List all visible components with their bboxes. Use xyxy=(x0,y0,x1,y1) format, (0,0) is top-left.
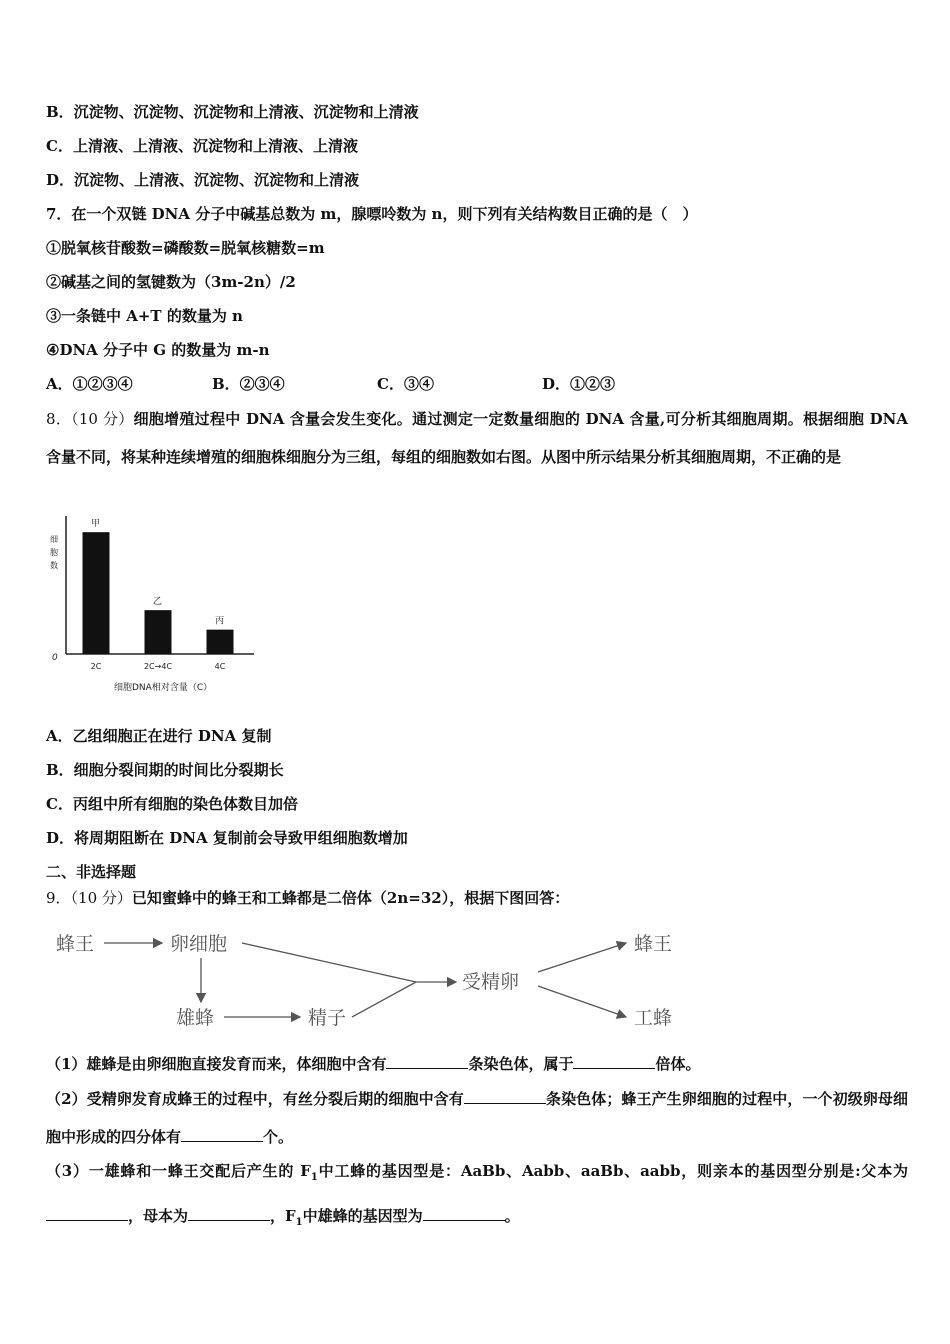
x-axis-label: 细胞DNA相对含量（C） xyxy=(114,683,213,693)
q9-part-1: （1）雄蜂是由卵细胞直接发育而来，体细胞中含有 条染色体，属于 倍体。 xyxy=(46,1055,701,1073)
q8-option-c: C．丙组中所有细胞的染色体数目加倍 xyxy=(46,795,298,813)
q9-number: 9．（10 分） xyxy=(46,889,132,907)
bar-label-丙: 丙 xyxy=(215,616,225,627)
arrow-zygote-queen xyxy=(538,943,626,972)
q8-stem-text: 细胞增殖过程中 DNA 含量会发生变化。通过测定一定数量细胞的 DNA 含量,可分析其细胞周期。根据细胞 DNA 含量不同，将某种连续增殖的细胞株细胞分为三组，每组的细胞数如右图。从图中所示结果分析其细胞周期，不正确的是 xyxy=(46,410,908,466)
q9-stem xyxy=(46,888,569,908)
bar-2C→4C xyxy=(145,610,172,654)
node-queen-offspring: 蜂王 xyxy=(634,933,673,955)
node-sperm: 精子 xyxy=(308,1007,347,1029)
answer-blank[interactable] xyxy=(386,1054,468,1069)
q6-option-c: C．上清液、上清液、沉淀物和上清液、上清液 xyxy=(46,137,358,155)
q9-part-3: （3）一雄蜂和一蜂王交配后产生的 $F_1$中工蜂的基因型是：AaBb、Aabb、aaBb、aabb，则亲本的基因型分别是:父本为，母本为 ，$F_1$中雄蜂的基因型为 。 xyxy=(46,1162,908,1228)
bar-label-乙: 乙 xyxy=(153,597,163,608)
y-axis-label: 细胞数 xyxy=(50,535,58,570)
q8-option-d: D．将周期阻断在 DNA 复制前会导致甲组细胞数增加 xyxy=(46,829,408,847)
answer-blank[interactable] xyxy=(46,1206,128,1221)
node-queen: 蜂王 xyxy=(56,933,95,955)
q7-statement-1: ①脱氧核苷酸数=磷酸数=脱氧核糖数=m xyxy=(46,239,325,257)
answer-blank[interactable] xyxy=(464,1089,546,1104)
dna-content-bar-chart xyxy=(44,510,264,700)
x-tick-label: 4C xyxy=(214,662,226,671)
node-egg: 卵细胞 xyxy=(170,933,228,955)
q7-statement-3: ③一条链中 A+T 的数量为 n xyxy=(46,307,243,325)
q6-option-d: D．沉淀物、上清液、沉淀物、沉淀物和上清液 xyxy=(46,171,360,189)
arrow-zygote-worker xyxy=(538,986,626,1017)
q7-option-b: B．②③④ xyxy=(212,375,285,393)
q6-option-b: B．沉淀物、沉淀物、沉淀物和上清液、沉淀物和上清液 xyxy=(46,103,419,121)
q7-statement-2: ②碱基之间的氢键数为（3m-2n）/2 xyxy=(46,273,296,291)
x-tick-label: 2C xyxy=(90,662,102,671)
q9-part-2: （2）受精卵发育成蜂王的过程中，有丝分裂后期的细胞中含有 条染色体；蜂王产生卵细胞的过程中，一个初级卵母细胞中形成的四分体有 个。 xyxy=(46,1090,908,1146)
answer-blank[interactable] xyxy=(181,1127,263,1142)
x-tick-label: 2C→4C xyxy=(143,662,173,671)
bar-label-甲: 甲 xyxy=(91,519,101,530)
q8-option-b: B．细胞分裂间期的时间比分裂期长 xyxy=(46,761,284,779)
q7-option-a: A．①②③④ xyxy=(46,375,133,393)
q8-number: 8．（10 分） xyxy=(46,410,134,428)
q7-option-d: D．①②③ xyxy=(542,375,616,393)
arrow-egg-zygote xyxy=(242,943,416,982)
node-drone: 雄蜂 xyxy=(176,1007,215,1029)
q8-stem xyxy=(46,400,908,476)
q7-statement-4: ④DNA 分子中 G 的数量为 m-n xyxy=(46,341,270,359)
section-heading: 二、非选择题 xyxy=(46,863,137,881)
bee-reproduction-diagram xyxy=(46,922,696,1040)
answer-blank[interactable] xyxy=(188,1206,270,1221)
node-worker: 工蜂 xyxy=(634,1007,673,1029)
answer-blank[interactable] xyxy=(573,1054,655,1069)
q7-stem: 7．在一个双链 DNA 分子中碱基总数为 m，腺嘌呤数为 n，则下列有关结构数目正确的是（ ） xyxy=(46,205,698,223)
node-zygote: 受精卵 xyxy=(462,971,520,993)
q8-option-a: A．乙组细胞正在进行 DNA 复制 xyxy=(46,727,272,745)
answer-blank[interactable] xyxy=(423,1206,505,1221)
bar-2C xyxy=(83,532,110,654)
q7-option-c: C．③④ xyxy=(377,375,434,393)
bar-4C xyxy=(207,630,234,654)
origin-label: 0 xyxy=(52,653,58,663)
arrow-sperm-zygote xyxy=(352,982,416,1017)
q9-stem-text: 已知蜜蜂中的蜂王和工蜂都是二倍体（2n=32），根据下图回答： xyxy=(131,889,570,907)
